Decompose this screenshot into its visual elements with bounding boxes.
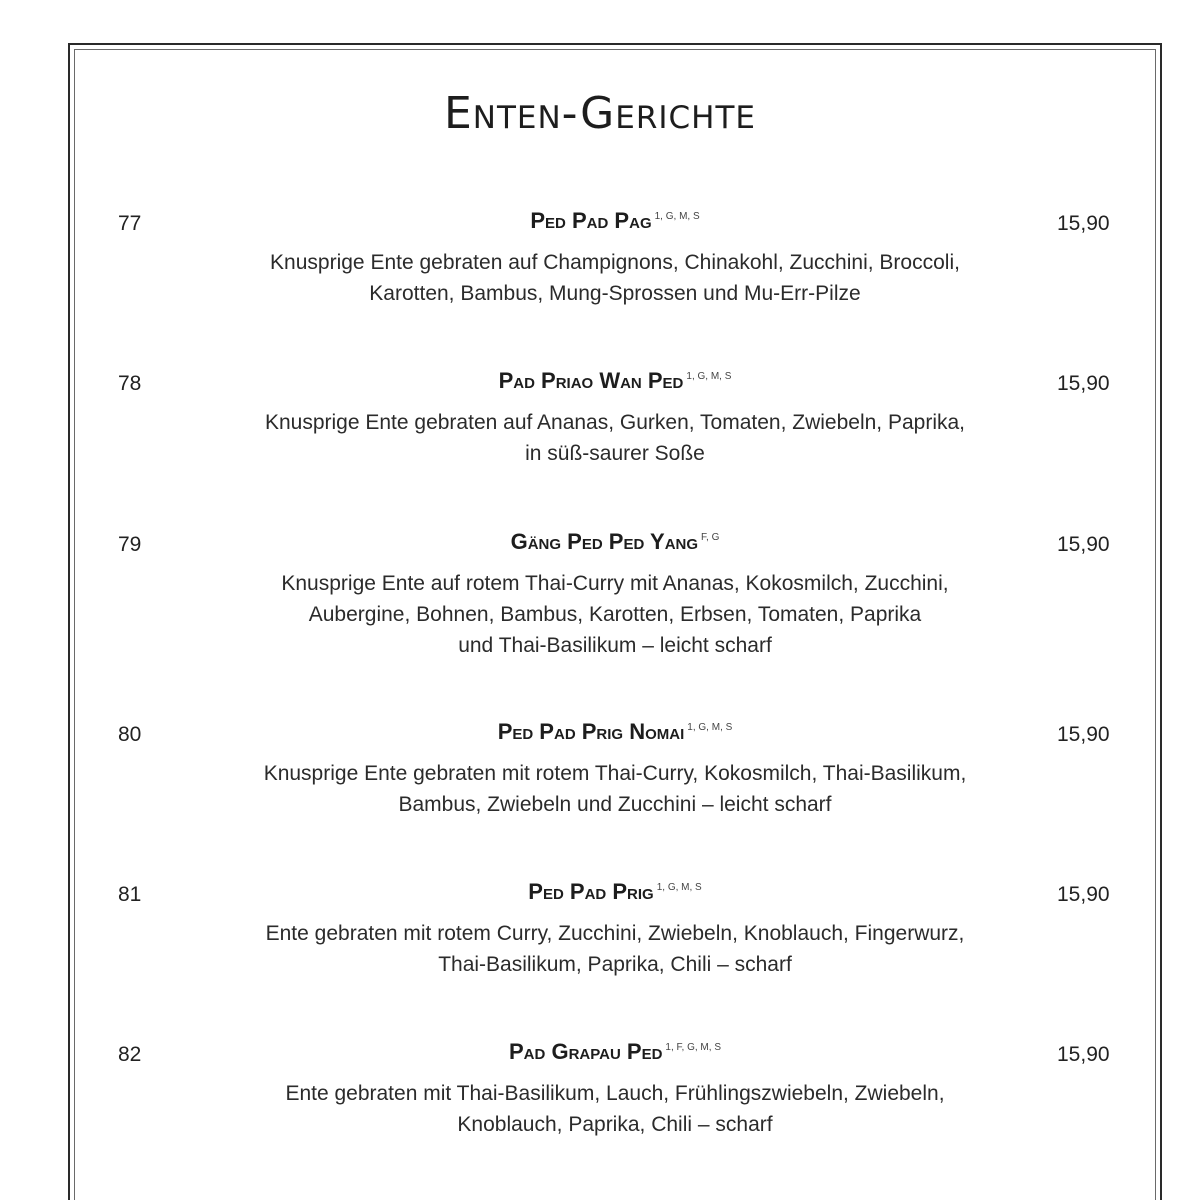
allergen-codes: 1, G, M, S [656,882,702,893]
dish-number: 80 [118,723,142,746]
allergen-codes: 1, F, G, M, S [665,1042,721,1053]
dish-description [0,918,1200,980]
description-line: Thai-Basilikum, Paprika, Chili – scharf [438,953,792,976]
dish-price: 15,90 [1057,533,1110,556]
dish-name [0,879,1200,905]
dish-name-text: Ped Pad Prig [528,879,654,904]
dish-number: 77 [118,212,142,235]
description-line: Aubergine, Bohnen, Bambus, Karotten, Erbsen, Tomaten, Paprika [308,603,922,626]
description-line: Karotten, Bambus, Mung-Sprossen und Mu-Err-Pilze [369,282,861,305]
menu-item [0,1039,1200,1193]
allergen-codes: 1, G, M, S [654,211,700,222]
dish-number: 81 [118,883,142,906]
description-line: Bambus, Zwiebeln und Zucchini – leicht scharf [398,793,832,816]
dish-price: 15,90 [1057,723,1110,746]
dish-name-text: Gäng Ped Ped Yang [510,529,699,554]
dish-name-text: Ped Pad Pag [530,208,652,233]
menu-item [0,529,1200,683]
menu-item [0,368,1200,522]
dish-description [0,758,1200,820]
dish-price: 15,90 [1057,212,1110,235]
allergen-codes: F, G [701,532,720,543]
menu-item [0,879,1200,1033]
description-line: Knoblauch, Paprika, Chili – scharf [457,1113,773,1136]
menu-item [0,208,1200,362]
dish-price: 15,90 [1057,372,1110,395]
dish-description [0,407,1200,469]
description-line: Ente gebraten mit Thai-Basilikum, Lauch, Frühlingszwiebeln, Zwiebeln, [285,1082,945,1105]
menu-item [0,719,1200,873]
description-line: Ente gebraten mit rotem Curry, Zucchini, Zwiebeln, Knoblauch, Fingerwurz, [265,922,965,945]
allergen-codes: 1, G, M, S [686,371,732,382]
dish-name [0,368,1200,394]
description-line: Knusprige Ente gebraten auf Ananas, Gurken, Tomaten, Zwiebeln, Paprika, [264,411,966,434]
description-line: Knusprige Ente gebraten mit rotem Thai-Curry, Kokosmilch, Thai-Basilikum, [263,762,967,785]
dish-description [0,568,1200,661]
dish-number: 79 [118,533,142,556]
dish-number: 78 [118,372,142,395]
allergen-codes: 1, G, M, S [687,722,733,733]
dish-price: 15,90 [1057,1043,1110,1066]
description-line: in süß-saurer Soße [525,442,705,465]
dish-description [0,1078,1200,1140]
description-line: Knusprige Ente auf rotem Thai-Curry mit Ananas, Kokosmilch, Zucchini, [281,572,949,595]
dish-description [0,247,1200,309]
dish-price: 15,90 [1057,883,1110,906]
description-line: Knusprige Ente gebraten auf Champignons, Chinakohl, Zucchini, Broccoli, [270,251,960,274]
dish-number: 82 [118,1043,142,1066]
dish-name-text: Ped Pad Prig Nomai [497,719,685,744]
dish-name-text: Pad Priao Wan Ped [498,368,684,393]
description-line: und Thai-Basilikum – leicht scharf [458,634,772,657]
dish-name [0,719,1200,745]
dish-name [0,1039,1200,1065]
dish-name-text: Pad Grapau Ped [509,1039,663,1064]
dish-name [0,208,1200,234]
dish-name [0,529,1200,555]
page-title: Enten-Gerichte [443,88,757,139]
